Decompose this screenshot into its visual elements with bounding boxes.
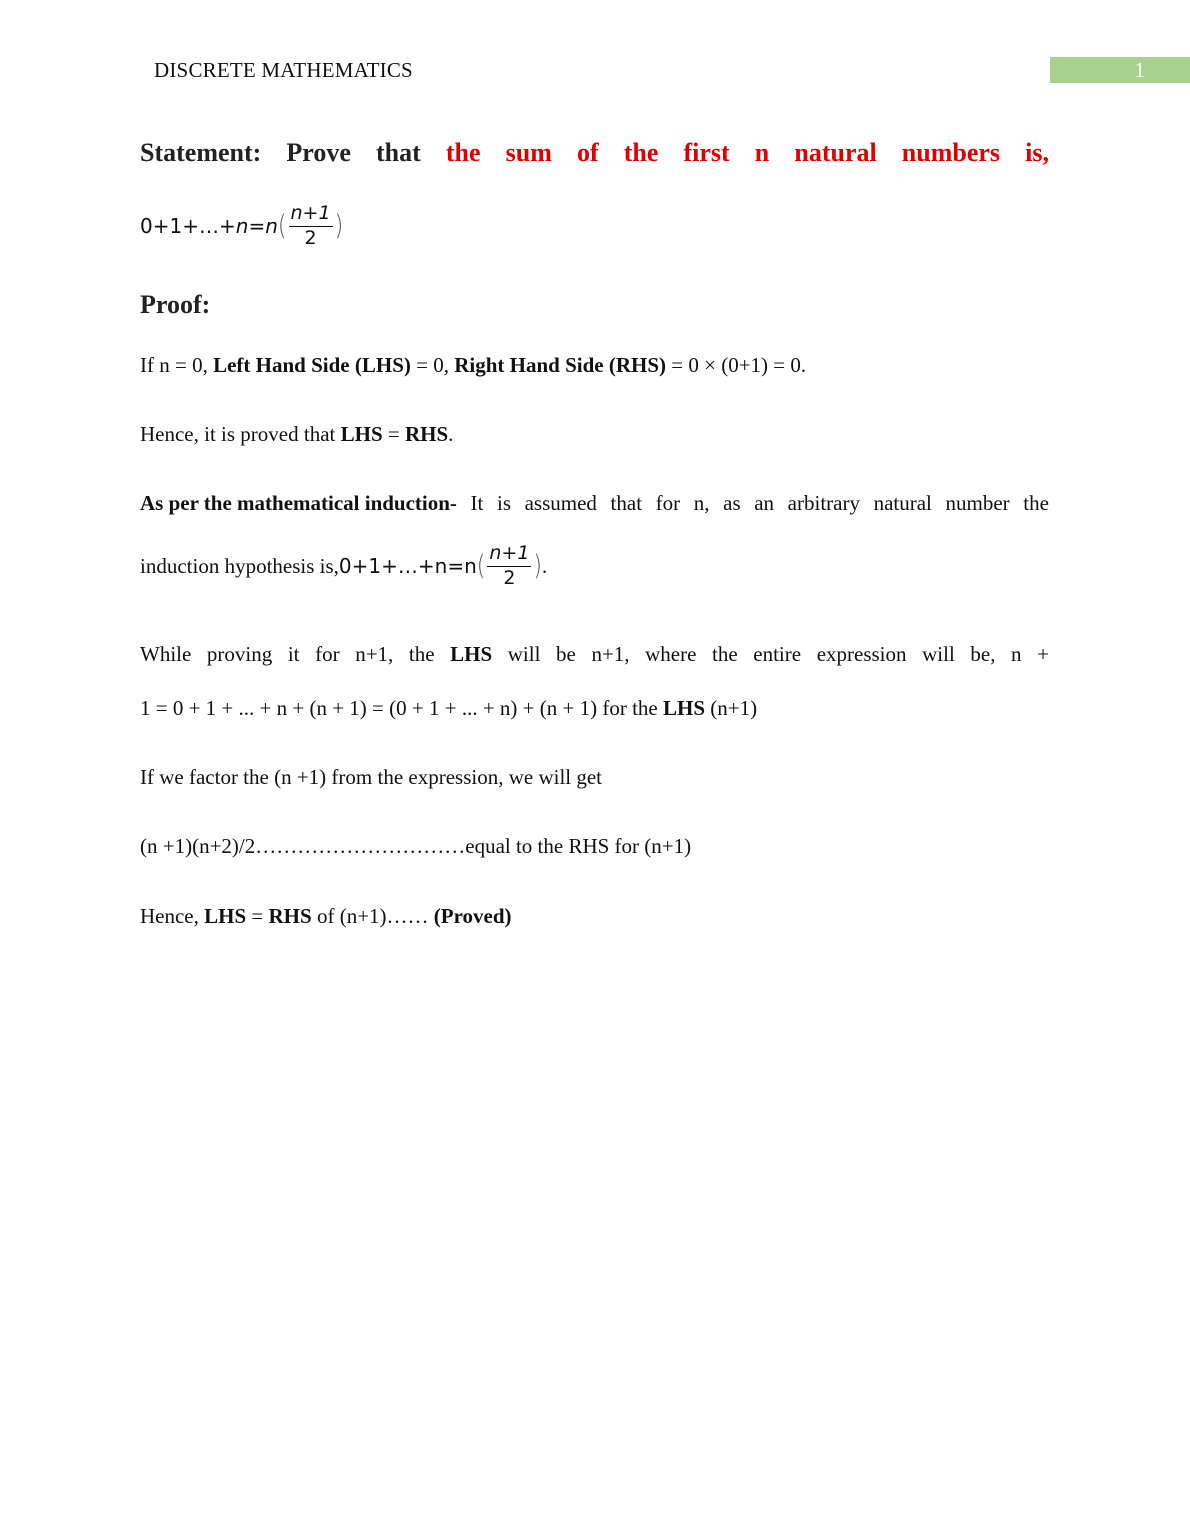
formula-variable: n [265,214,278,239]
fraction-denominator: 2 [304,226,317,249]
inductive-step-line-1: While proving it for n+1, the LHS will be n+1, where the entire expression will be, n + [140,642,1049,666]
running-header-title: DISCRETE MATHEMATICS [154,58,413,82]
statement-highlight-word: natural [794,138,877,167]
sum-formula [140,204,343,249]
formula-operator: + [182,214,199,239]
formula-left-paren: ( [277,210,287,243]
statement-word: Prove [286,138,351,167]
induction-paragraph-line-2 [140,544,1049,589]
formula-operator: + [152,214,170,239]
proved-label: (Proved) [433,904,512,928]
formula-expression: 0+1+…+n=n [338,554,477,579]
lhs-term: LHS [204,904,247,928]
proof-heading: Proof: [140,290,211,319]
formula-ellipsis: … [199,214,219,239]
statement-highlight-word: numbers [901,138,1001,167]
formula-right-paren: ) [533,550,543,583]
induction-paragraph-line-1 [140,491,1049,516]
paragraph-word: that [610,491,643,515]
factored-result: (n +1)(n+2)/2…………………………equal to the RHS for (n+1) [140,834,692,858]
paragraph-word: for [655,491,681,515]
lhs-term: LHS [662,696,706,720]
rhs-term: RHS [268,904,312,928]
base-case-paragraph: If n = 0, Left Hand Side (LHS) = 0, Right Hand Side (RHS) = 0 × (0+1) = 0. [140,353,807,377]
proof-conclusion: Hence, LHS = RHS of (n+1)…… (Proved) [140,904,512,928]
paragraph-word: n, [693,491,710,515]
formula-operator: + [219,214,236,239]
lhs-term: LHS [450,642,493,666]
fraction-denominator: 2 [503,566,516,589]
statement-highlight-word: first [683,138,730,167]
hypothesis-label: induction hypothesis is, [140,553,339,578]
statement-highlight-word: sum [505,138,552,167]
paragraph-word: natural [873,491,932,515]
formula-right-paren: ) [334,210,344,243]
paragraph-word: arbitrary [787,491,860,515]
lhs-term: LHS [340,422,383,446]
rhs-term: Right Hand Side (RHS) [454,353,667,377]
statement-word: that [375,138,421,167]
paragraph-word: number [945,491,1010,515]
formula-fraction [289,204,333,249]
statement-highlight-word: is, [1025,138,1049,167]
statement-highlight-word: the [623,138,659,167]
statement-highlight-word: n [754,138,770,167]
base-case-conclusion: Hence, it is proved that LHS = RHS. [140,422,454,446]
rhs-term: RHS [404,422,449,446]
statement-highlight-word: the [445,138,481,167]
paragraph-word: assumed [524,491,597,515]
paragraph-word: the [1023,491,1049,515]
statement-highlight-word: of [576,138,599,167]
formula-left-paren: ( [476,550,486,583]
hypothesis-formula [339,544,542,589]
formula-fraction [487,544,531,589]
page-number-badge: 1 [1050,57,1190,83]
fraction-numerator: n+1 [487,544,531,567]
lhs-term: Left Hand Side (LHS) [213,353,411,377]
fraction-numerator: n+1 [289,204,333,227]
factor-paragraph: If we factor the (n +1) from the expression, we will get [140,765,603,789]
formula-term: 0 [140,214,153,239]
formula-term: 1 [169,214,183,239]
formula-equals: = [248,214,266,239]
statement-word: Statement: [140,138,262,167]
paragraph-word: an [754,491,775,515]
induction-label: As per the mathematical induction- [140,491,457,515]
sentence-end: . [542,553,548,578]
formula-variable: n [235,214,249,239]
paragraph-word: is [496,491,511,515]
inductive-step-line-2: 1 = 0 + 1 + ... + n + (n + 1) = (0 + 1 + ... + n) + (n + 1) for the LHS (n+1) [140,696,758,720]
paragraph-word: as [723,491,741,515]
statement-line [140,138,1049,168]
paragraph-word: It [470,491,484,515]
